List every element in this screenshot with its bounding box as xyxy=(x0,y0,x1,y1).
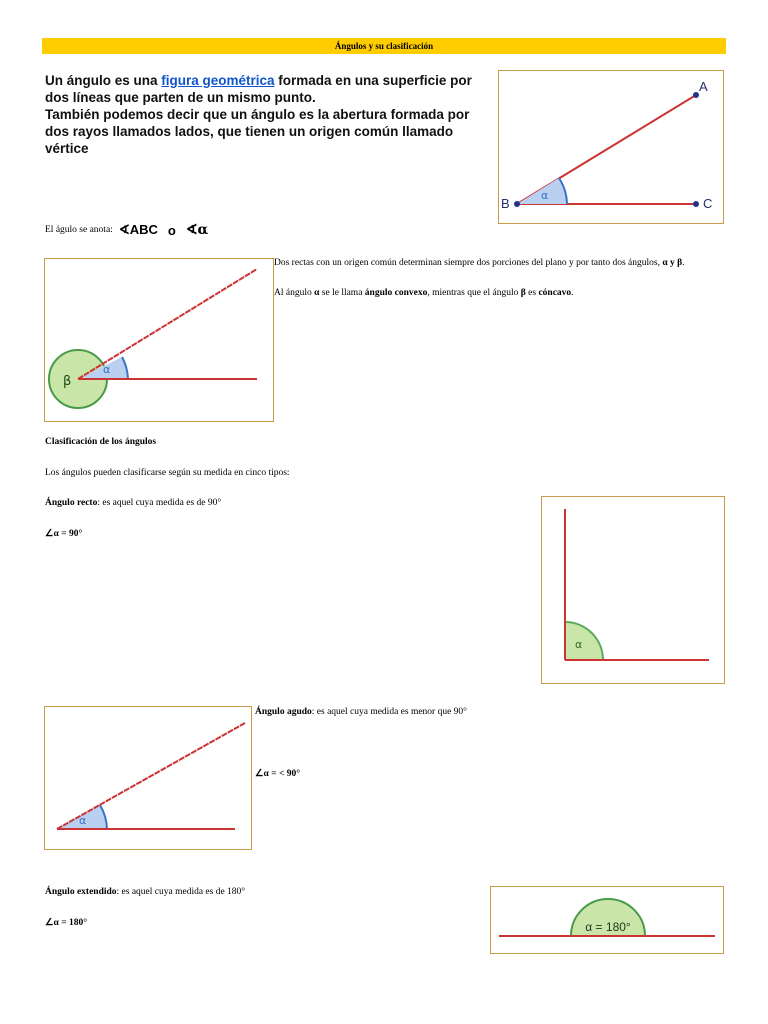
convex-term: ángulo convexo xyxy=(364,288,428,298)
angle-abc-diagram xyxy=(499,71,723,223)
intro-text xyxy=(45,72,485,157)
convex-p2-a: Al ángulo xyxy=(274,288,315,298)
label-alpha: α xyxy=(575,638,583,651)
recto-name: Ángulo recto xyxy=(45,498,98,508)
label-alpha-180: α = 180° xyxy=(585,920,631,934)
extendido-name: Ángulo extendido xyxy=(45,887,117,897)
notation-abc: ∢ABC xyxy=(118,222,158,237)
agudo-desc xyxy=(255,706,467,719)
point-c xyxy=(693,201,699,207)
acute-angle-diagram xyxy=(45,707,251,849)
right-angle-figure xyxy=(541,496,725,684)
convex-concave-diagram xyxy=(45,259,273,421)
recto-formula: ∠α = 90° xyxy=(45,529,83,539)
notation-label: El águlo se anota: xyxy=(45,225,113,235)
agudo-formula: ∠α = < 90° xyxy=(255,769,301,779)
convex-p2-alpha: α xyxy=(314,288,320,298)
convex-p1-end: . xyxy=(682,258,685,268)
concave-term: cóncavo xyxy=(538,288,572,298)
agudo-desc-text: : es aquel cuya medida es menor que 90° xyxy=(311,707,467,717)
page-title: Ángulos y su clasificación xyxy=(42,38,726,54)
convex-concave-figure xyxy=(44,258,274,422)
recto-desc-text: : es aquel cuya medida es de 90° xyxy=(97,498,222,508)
label-beta: β xyxy=(63,374,72,389)
right-angle-diagram xyxy=(542,497,724,683)
label-alpha: α xyxy=(79,814,87,827)
extendido-desc xyxy=(45,886,245,899)
extendido-formula: ∠α = 180° xyxy=(45,918,88,928)
convex-p2-d: es xyxy=(525,288,539,298)
convex-p2-e: . xyxy=(571,288,574,298)
convex-p1-text: Dos rectas con un origen común determinan siempre dos porciones del plano y por tanto dos ángulos, xyxy=(274,258,663,268)
convex-p1 xyxy=(274,257,754,270)
vertex-b-point xyxy=(514,201,520,207)
intro-p2: También podemos decir que un ángulo es la abertura formada por dos rayos llamados lados, que tienen un origen común llamado vértice xyxy=(45,107,470,156)
acute-angle-figure xyxy=(44,706,252,850)
notation-or: o xyxy=(167,222,176,238)
label-a: A xyxy=(699,79,708,94)
label-alpha: α xyxy=(541,189,549,202)
intro-p1-after: formada en una superficie por dos líneas que parten de un mismo punto. xyxy=(45,73,472,105)
label-c: C xyxy=(703,196,713,211)
alpha-beta-bold: α y β xyxy=(662,258,683,268)
label-b: B xyxy=(501,196,510,211)
notation-alpha: ∢α xyxy=(185,222,209,238)
agudo-name: Ángulo agudo xyxy=(255,707,312,717)
recto-desc xyxy=(45,497,221,510)
convex-p2-beta: β xyxy=(520,288,526,298)
label-alpha: α xyxy=(103,363,111,376)
extendido-desc-text: : es aquel cuya medida es de 180° xyxy=(116,887,246,897)
classification-heading: Clasificación de los ángulos xyxy=(45,437,157,447)
convex-p2-c: , mientras que el ángulo xyxy=(427,288,521,298)
figura-geometrica-link[interactable]: figura geométrica xyxy=(161,73,275,88)
convex-p2 xyxy=(274,287,754,300)
classification-intro: Los ángulos pueden clasificarse según su medida en cinco tipos: xyxy=(45,468,290,478)
convex-p2-b: se le llama xyxy=(319,288,365,298)
intro-p1-before: Un ángulo es una xyxy=(45,73,162,88)
straight-angle-figure xyxy=(490,886,724,954)
straight-angle-diagram xyxy=(491,887,723,953)
angle-abc-figure xyxy=(498,70,724,224)
notation-line xyxy=(45,222,208,238)
